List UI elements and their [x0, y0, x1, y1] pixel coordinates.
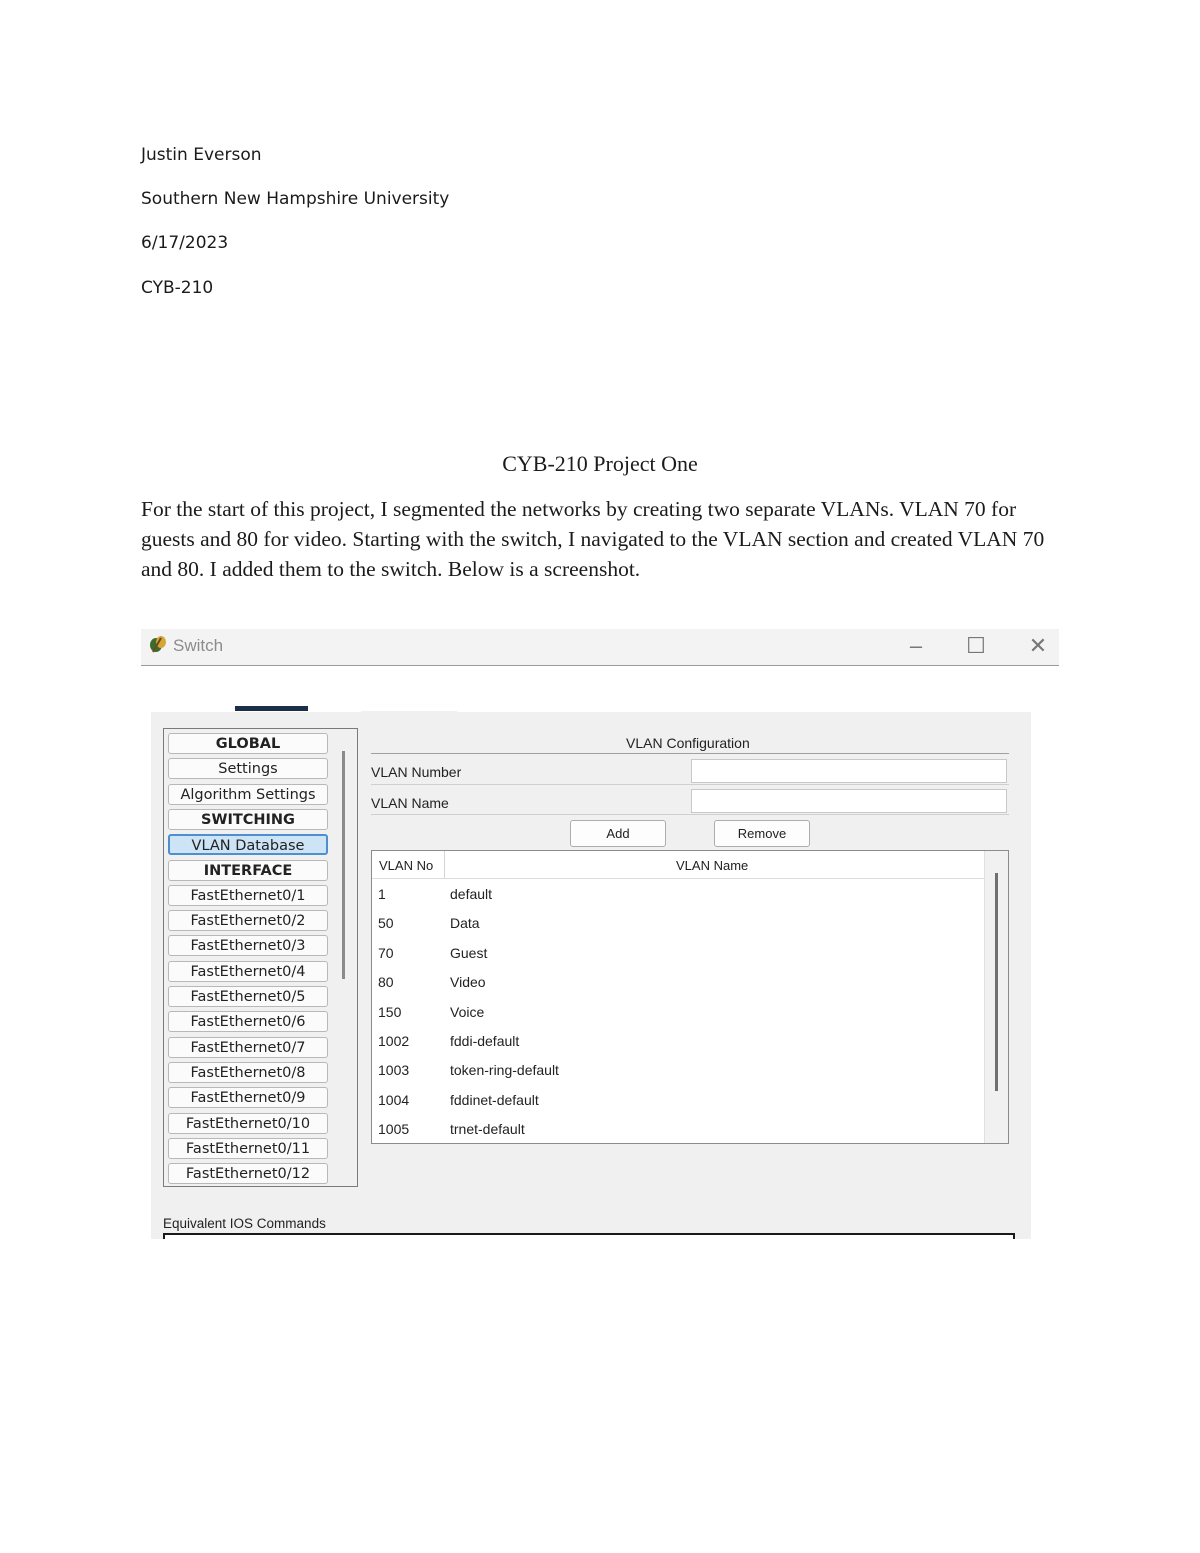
divider — [371, 784, 1009, 785]
nav-item[interactable]: FastEthernet0/3 — [168, 935, 328, 956]
nav-item[interactable]: FastEthernet0/8 — [168, 1062, 328, 1083]
column-header-vlan-name[interactable]: VLAN Name — [676, 858, 749, 873]
nav-item[interactable]: FastEthernet0/4 — [168, 961, 328, 982]
nav-item[interactable]: Settings — [168, 758, 328, 779]
vlan-number-cell: 1005 — [378, 1121, 410, 1138]
column-divider — [444, 851, 445, 878]
vlan-number-label: VLAN Number — [371, 764, 462, 780]
nav-item[interactable]: FastEthernet0/9 — [168, 1087, 328, 1108]
nav-item[interactable]: FastEthernet0/10 — [168, 1113, 328, 1134]
table-scrollbar[interactable] — [984, 851, 1009, 1143]
nav-item[interactable]: Algorithm Settings — [168, 784, 328, 805]
divider — [371, 753, 1009, 754]
nav-item[interactable]: FastEthernet0/11 — [168, 1138, 328, 1159]
config-nav-list — [163, 728, 358, 1187]
column-header-vlan-no[interactable]: VLAN No — [379, 858, 434, 873]
table-row[interactable] — [372, 1115, 984, 1144]
vlan-name-label: VLAN Name — [371, 795, 449, 811]
switch-app-icon — [147, 633, 169, 655]
divider — [371, 814, 1009, 815]
nav-item[interactable]: FastEthernet0/1 — [168, 885, 328, 906]
remove-vlan-button[interactable]: Remove — [714, 820, 810, 847]
vlan-table-header — [372, 851, 984, 879]
author-name: Justin Everson — [141, 145, 262, 165]
minimize-icon[interactable]: – — [909, 633, 923, 658]
ios-commands-label: Equivalent IOS Commands — [163, 1216, 326, 1231]
vlan-name-cell: Data — [450, 915, 480, 932]
vlan-name-cell: trnet-default — [450, 1121, 525, 1138]
vlan-name-cell: Guest — [450, 944, 488, 961]
vlan-number-cell: 150 — [378, 1003, 402, 1020]
vlan-name-cell: default — [450, 886, 493, 902]
nav-section-header[interactable]: INTERFACE — [168, 860, 328, 881]
window-titlebar — [141, 629, 1059, 666]
switch-window-screenshot — [141, 629, 1059, 1239]
active-tab-indicator — [235, 706, 308, 711]
document-date: 6/17/2023 — [141, 233, 229, 253]
vlan-number-cell: 1004 — [378, 1091, 410, 1108]
table-row[interactable] — [372, 1027, 984, 1056]
vlan-number-cell: 80 — [378, 974, 394, 991]
body-paragraph: For the start of this project, I segmented the networks by creating two separate VLANs. VLAN 70 for guests and 80 for video. Starting with the switch, I navigated to the VLAN section and created VLAN 70 and 80. I added them to the switch. Below is a screenshot. — [141, 497, 1045, 581]
maximize-icon[interactable]: ☐ — [966, 633, 986, 658]
vlan-table — [371, 850, 1009, 1144]
vlan-number-cell: 1002 — [378, 1033, 410, 1049]
table-row[interactable] — [372, 880, 984, 909]
vlan-number-input[interactable] — [691, 759, 1007, 783]
vlan-number-cell: 50 — [378, 915, 394, 932]
table-scrollbar-thumb[interactable] — [995, 873, 998, 1091]
window-title: Switch — [173, 636, 224, 655]
institution-name: Southern New Hampshire University — [141, 189, 450, 209]
nav-section-header[interactable]: SWITCHING — [168, 809, 328, 830]
vlan-name-cell: token-ring-default — [450, 1062, 559, 1079]
nav-item[interactable]: FastEthernet0/2 — [168, 910, 328, 931]
vlan-name-cell: Voice — [450, 1003, 485, 1020]
vlan-number-cell: 1 — [378, 886, 386, 902]
vlan-config-title: VLAN Configuration — [626, 735, 750, 751]
vlan-number-cell: 1003 — [378, 1062, 410, 1079]
table-row[interactable] — [372, 909, 984, 938]
vlan-name-cell: fddi-default — [450, 1033, 520, 1049]
document-title: CYB-210 Project One — [502, 451, 698, 476]
nav-item[interactable]: FastEthernet0/12 — [168, 1163, 328, 1184]
vlan-number-cell: 70 — [378, 944, 394, 961]
vlan-name-cell: fddinet-default — [450, 1091, 539, 1108]
vlan-name-input[interactable] — [691, 789, 1007, 813]
table-row[interactable] — [372, 998, 984, 1027]
table-row[interactable] — [372, 1056, 984, 1085]
nav-section-header[interactable]: GLOBAL — [168, 733, 328, 754]
nav-scrollbar[interactable] — [342, 751, 345, 979]
nav-item[interactable]: FastEthernet0/6 — [168, 1011, 328, 1032]
add-vlan-button[interactable]: Add — [570, 820, 666, 847]
close-icon[interactable]: ✕ — [1028, 633, 1048, 658]
nav-item[interactable]: FastEthernet0/5 — [168, 986, 328, 1007]
table-row[interactable] — [372, 968, 984, 997]
table-row[interactable] — [372, 939, 984, 968]
table-row[interactable] — [372, 1086, 984, 1115]
nav-item[interactable]: VLAN Database — [168, 834, 328, 855]
vlan-name-cell: Video — [450, 974, 486, 991]
nav-item[interactable]: FastEthernet0/7 — [168, 1037, 328, 1058]
ios-commands-box[interactable] — [163, 1233, 1015, 1239]
course-code: CYB-210 — [141, 278, 214, 298]
